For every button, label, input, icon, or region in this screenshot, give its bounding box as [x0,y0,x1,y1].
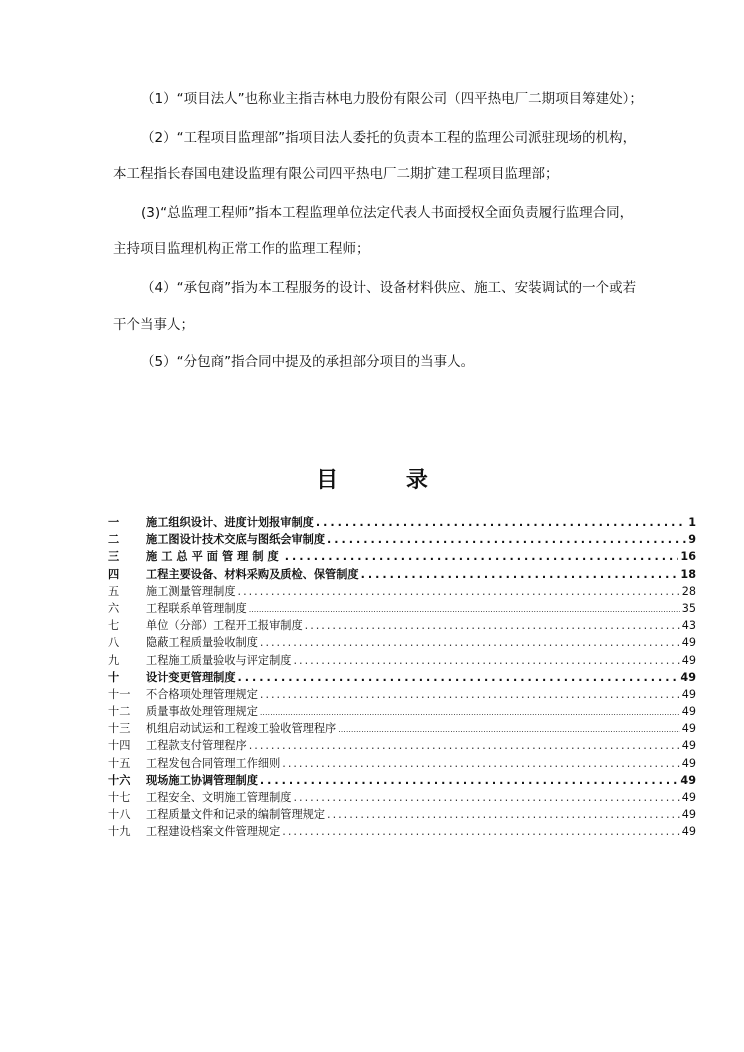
toc-entry-page: 16 [680,550,696,564]
definition-contractor-line2: 干个当事人； [113,317,194,333]
toc-leader-dots [338,721,680,738]
toc-entry-number: 十二 [108,705,131,719]
toc-entry-label: 施工测量管理制度 [146,584,236,598]
toc-entry-page: 49 [681,687,696,701]
toc-entry-page: 9 [688,533,696,547]
toc-entry-page: 49 [681,722,696,736]
toc-leader-dots [327,531,686,548]
toc-entry[interactable] [108,634,696,651]
toc-entry-page: 49 [681,705,696,719]
toc-entry[interactable] [108,703,696,720]
toc-leader-dots [249,601,680,618]
toc-entry-number: 十五 [108,756,131,770]
toc-entry[interactable] [108,669,696,686]
toc-leader-dots [285,548,679,565]
toc-entry[interactable] [108,617,696,634]
definition-chief-engineer-line2: 主持项目监理机构正常工作的监理工程师； [113,241,370,257]
toc-entry-page: 49 [681,739,696,753]
toc-entry-page: 49 [681,808,696,822]
toc-entry-label: 工程款支付管理程序 [146,739,247,753]
toc-leader-dots [293,652,679,669]
toc-entry-page: 1 [688,516,696,529]
toc-entry[interactable] [108,686,696,703]
toc-entry-label: 不合格项处理管理规定 [146,687,258,701]
toc-leader-dots [260,686,680,703]
toc-entry-number: 十六 [108,773,131,787]
toc-entry-label: 施工组织设计、进度计划报审制度 [146,516,314,529]
toc-entry-number: 四 [108,567,120,581]
toc-entry[interactable] [108,737,696,754]
toc-entry-label: 施工图设计技术交底与图纸会审制度 [146,533,326,547]
toc-entry-number: 八 [108,636,120,650]
toc-leader-dots [282,755,679,772]
toc-entry-number: 二 [108,533,120,547]
toc-entry-label: 工程质量文件和记录的编制管理规定 [146,808,326,822]
definition-chief-engineer-line1: (3)“总监理工程师”指本工程监理单位法定代表人书面授权全面负责履行监理合同， [141,205,634,221]
toc-entry[interactable] [108,583,696,600]
toc-entry-label: 工程建设档案文件管理规定 [146,825,281,839]
toc-title-left: 目 [316,468,339,493]
toc-leader-dots [249,737,680,754]
toc-entry-page: 35 [681,601,696,615]
toc-entry-label: 现场施工协调管理制度 [146,773,258,787]
toc-leader-dots [260,704,680,721]
definition-supervision-dept-line1: （2）“工程项目监理部”指项目法人委托的负责本工程的监理公司派驻现场的机构， [141,130,637,146]
toc-entry-number: 三 [108,550,120,564]
toc-entry-page: 49 [681,653,696,667]
toc-entry-page: 49 [681,791,696,804]
toc-entry[interactable] [108,720,696,737]
toc-entry-number: 六 [108,601,120,615]
toc-entry-number: 十八 [108,808,131,822]
toc-entry-label: 工程安全、文明施工管理制度 [146,791,292,804]
toc-entry[interactable] [108,652,696,669]
toc-leader-dots [305,617,680,634]
toc-entry-page: 28 [681,584,696,598]
definition-project-owner: （1）“项目法人”也称业主指吉林电力股份有限公司（四平热电厂二期项目筹建处）； [141,91,643,107]
toc-leader-dots [260,634,680,651]
toc-title [0,463,744,494]
toc-leader-dots [316,514,686,531]
toc-entry-page: 43 [681,619,696,633]
toc-entry-number: 一 [108,516,120,529]
toc-entry[interactable] [108,755,696,772]
toc-entry[interactable] [108,772,696,789]
toc-leader-dots [327,806,680,823]
toc-entry-page: 49 [681,636,696,650]
toc-entry[interactable] [108,806,696,823]
toc-entry-label: 工程施工质量验收与评定制度 [146,653,292,667]
toc-leader-dots [282,823,679,840]
toc-entry-number: 十七 [108,791,131,804]
toc-leader-dots [260,772,679,789]
toc-entry-label: 工程发包合同管理工作细则 [146,756,281,770]
toc-entry[interactable] [108,514,696,531]
toc-entry-label: 单位（分部）工程开工报审制度 [146,619,303,633]
toc-entry-page: 49 [681,756,696,770]
toc-entry-number: 七 [108,619,120,633]
toc-entry[interactable] [108,600,696,617]
toc-entry-label: 施工总平面管理制度 [146,550,283,564]
toc-entry-label: 工程联系单管理制度 [146,601,247,615]
toc-entry-number: 十一 [108,687,131,701]
toc-entry-label: 机组启动试运和工程竣工验收管理程序 [146,722,337,736]
toc-entry-number: 五 [108,584,120,598]
toc-entry[interactable] [108,789,696,806]
toc-leader-dots [361,566,679,583]
toc-entry-page: 49 [680,670,696,684]
toc-title-right: 录 [405,468,428,493]
toc-entry-label: 设计变更管理制度 [146,670,236,684]
toc-entry-label: 质量事故处理管理规定 [146,705,258,719]
table-of-contents [108,514,696,841]
toc-leader-dots [238,669,679,686]
toc-entry[interactable] [108,531,696,548]
toc-entry[interactable] [108,548,696,565]
definition-subcontractor: （5）“分包商”指合同中提及的承担部分项目的当事人。 [141,354,475,370]
toc-entry-number: 十三 [108,722,131,736]
toc-entry[interactable] [108,566,696,583]
toc-entry-number: 九 [108,653,120,667]
toc-entry[interactable] [108,823,696,840]
toc-entry-page: 18 [680,567,696,581]
toc-leader-dots [293,789,679,806]
toc-entry-label: 工程主要设备、材料采购及质检、保管制度 [146,567,359,581]
toc-entry-page: 49 [681,825,696,839]
definition-contractor-line1: （4）“承包商”指为本工程服务的设计、设备材料供应、施工、安装调试的一个或若 [141,280,637,296]
toc-entry-number: 十四 [108,739,131,753]
toc-entry-label: 隐蔽工程质量验收制度 [146,636,258,650]
toc-leader-dots [238,583,680,600]
definition-supervision-dept-line2: 本工程指长春国电建设监理有限公司四平热电厂二期扩建工程项目监理部； [113,166,559,182]
toc-entry-number: 十九 [108,825,131,839]
toc-entry-number: 十 [108,670,120,684]
toc-entry-page: 49 [680,773,696,787]
